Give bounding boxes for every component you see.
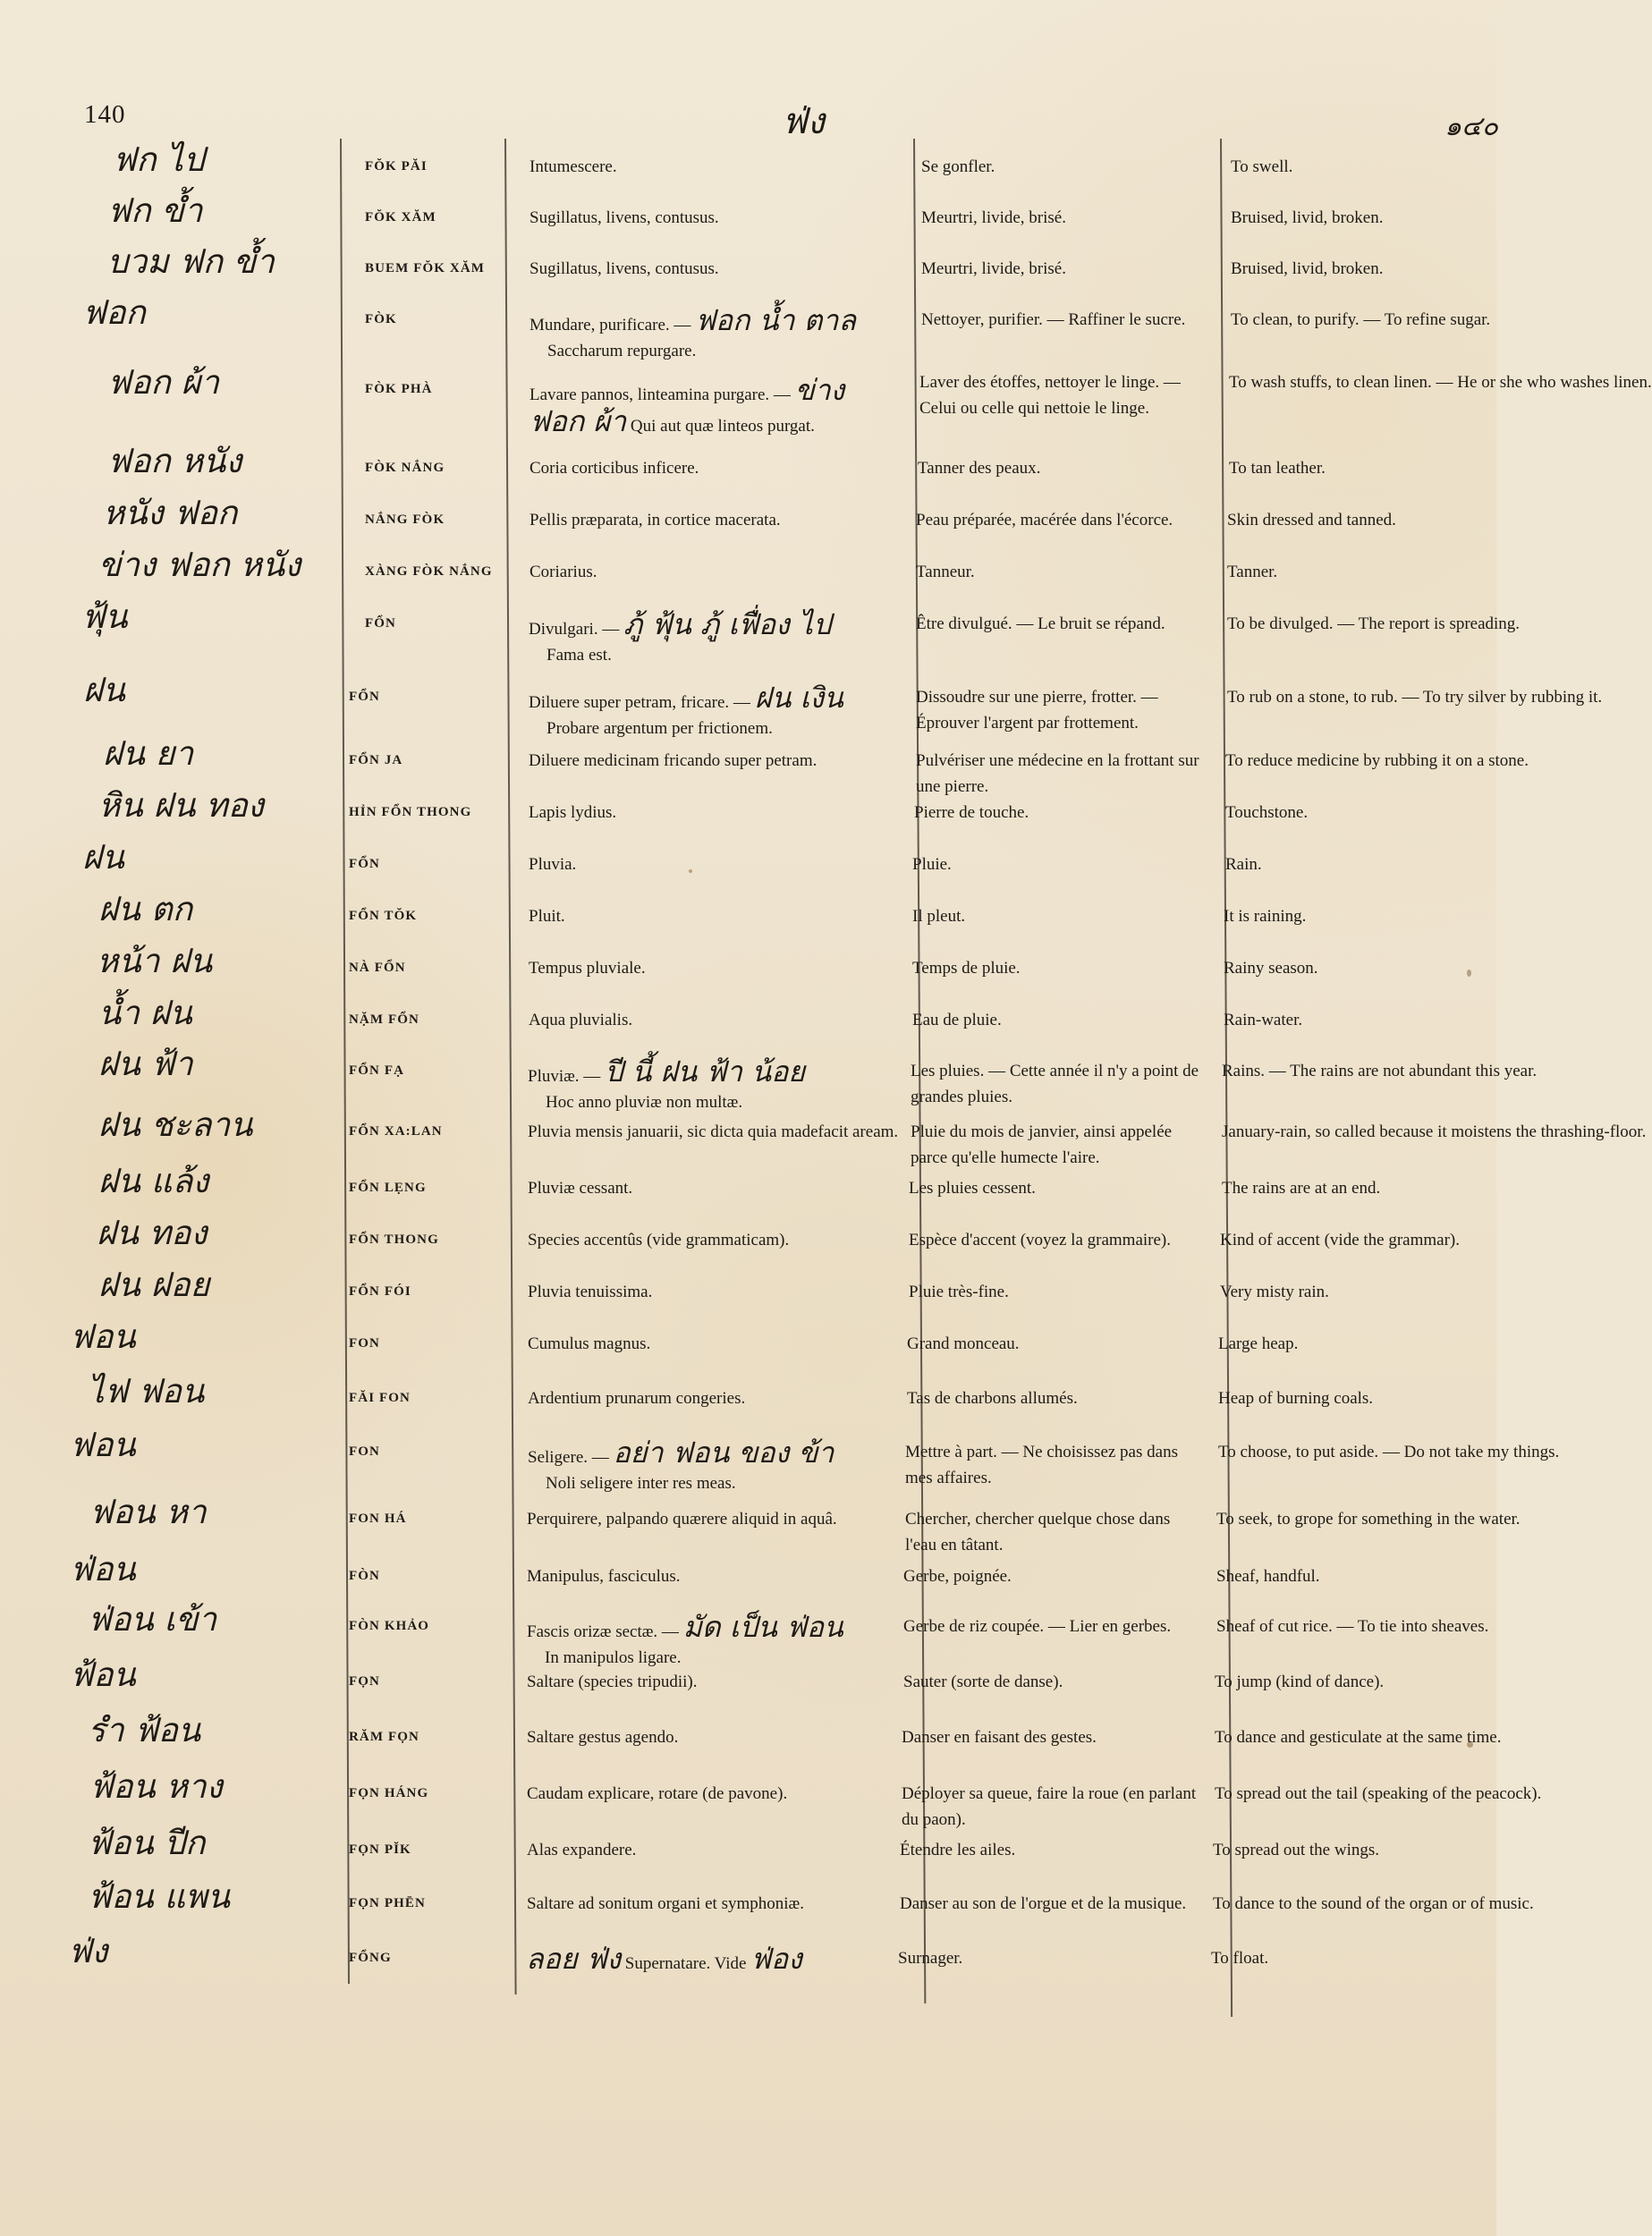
english-definition: Heap of burning coals.	[1218, 1389, 1374, 1408]
thai-headword: ฟก ข้ำ	[107, 191, 203, 230]
english-definition: To choose, to put aside. — Do not take my things.	[1218, 1443, 1560, 1461]
thai-headword: ไฟ ฟอน	[88, 1372, 205, 1410]
english-definition: To tan leather.	[1229, 459, 1326, 478]
french-definition: Pluie du mois de janvier, ainsi appelée parce qu'elle humecte l'aire.	[911, 1122, 1173, 1167]
latin-thai-example: ภู้ ฟุ้น ภู้ เฟื่อง ไป	[623, 607, 832, 641]
thai-headword: ข่าง ฟอก หนัง	[98, 546, 301, 584]
english-definition: Sheaf of cut rice. — To tie into sheaves.	[1216, 1617, 1489, 1636]
english-definition: Skin dressed and tanned.	[1227, 511, 1396, 529]
latin-text: Pluit.	[529, 907, 565, 926]
latin-text: Caudam explicare, rotare (de pavone).	[527, 1784, 788, 1803]
dictionary-entry	[0, 1656, 1496, 1713]
thai-headword: น้ำ ฝน	[98, 994, 192, 1032]
romanization: FỔN TŎK	[349, 909, 418, 923]
dictionary-entry	[0, 442, 1496, 499]
romanization: FON HÁ	[349, 1512, 407, 1526]
thai-headword: ฟ้อน แพน	[88, 1877, 231, 1916]
dictionary-entry	[0, 838, 1496, 895]
french-definition: Chercher, chercher quelque chose dans l'eau en tâtant.	[905, 1510, 1171, 1554]
romanization: FON	[349, 1444, 380, 1459]
french-definition: Mettre à part. — Ne choisissez pas dans mes affaires.	[905, 1443, 1178, 1487]
latin-definition	[528, 1279, 921, 1305]
english-definition: To swell.	[1231, 157, 1293, 176]
english-definition: The rains are at an end.	[1222, 1179, 1381, 1198]
dictionary-entry	[0, 1711, 1502, 1768]
latin-text: Pluviæ cessant.	[528, 1179, 633, 1198]
latin-continuation: Qui aut quæ linteos purgat.	[630, 417, 815, 436]
latin-thai-example: ข่าง	[794, 373, 845, 407]
dictionary-entry	[0, 1877, 1534, 1935]
dictionary-entry	[0, 1600, 1496, 1667]
english-definition: Touchstone.	[1225, 803, 1309, 822]
dictionary-entry	[0, 1105, 1647, 1167]
romanization: FỔN THONG	[349, 1232, 439, 1247]
romanization: NÀ FỔN	[349, 961, 406, 975]
french-definition: Peau préparée, macérée dans l'écorce.	[916, 511, 1173, 529]
latin-definition	[529, 955, 922, 981]
english-definition: Bruised, livid, broken.	[1231, 208, 1384, 227]
french-definition: Danser en faisant des gestes.	[902, 1728, 1097, 1747]
latin-continuation: Hoc anno pluviæ non multæ.	[546, 1093, 743, 1112]
romanization: FỌN	[349, 1674, 380, 1689]
latin-text: Supernatare. Vide	[621, 1954, 751, 1973]
latin-text: Saltare gestus agendo.	[527, 1728, 679, 1747]
thai-headword: รำ ฟ้อน	[88, 1711, 201, 1749]
dictionary-entry	[0, 890, 1496, 947]
english-definition: Rain-water.	[1224, 1011, 1303, 1029]
latin-text: Coria corticibus inficere.	[529, 459, 699, 478]
latin-thai-example: ปี นี้ ฝน ฟ้า น้อย	[605, 1054, 806, 1088]
thai-headword: ฝน ฝอย	[98, 1266, 210, 1304]
dictionary-entry	[0, 1550, 1496, 1607]
romanization: NẮNG FÒK	[365, 512, 445, 527]
latin-definition	[529, 559, 923, 585]
latin-text: Aqua pluvialis.	[529, 1011, 633, 1029]
french-definition: Déployer sa queue, faire la roue (en parlant du paon).	[902, 1784, 1197, 1829]
dictionary-entry	[0, 1372, 1496, 1429]
english-definition: Very misty rain.	[1220, 1283, 1329, 1301]
dictionary-entry	[0, 1493, 1521, 1554]
latin-text: Coriarius.	[529, 563, 597, 581]
romanization: FỔN XA:LAN	[349, 1124, 443, 1139]
dictionary-entry	[0, 1932, 1496, 1989]
thai-headword: ฟ่อน เข้า	[88, 1600, 217, 1639]
latin-definition	[529, 507, 923, 533]
french-definition: Danser au son de l'orgue et de la musique.	[900, 1894, 1187, 1913]
latin-definition	[527, 1669, 920, 1695]
french-definition: Gerbe, poignée.	[903, 1567, 1012, 1586]
latin-thai-example: ฝน เงิน	[754, 681, 843, 715]
romanization: FÒK	[365, 312, 397, 326]
french-definition: Se gonfler.	[921, 157, 995, 176]
latin-definition	[527, 1563, 920, 1589]
romanization: FĂI FON	[349, 1391, 411, 1405]
french-definition: Il pleut.	[912, 907, 966, 926]
french-definition: Temps de pluie.	[912, 959, 1021, 978]
romanization: HỈN FỔN THONG	[349, 805, 472, 819]
latin-definition	[526, 1942, 919, 1977]
latin-definition	[528, 1175, 921, 1201]
latin-text: Manipulus, fasciculus.	[527, 1567, 681, 1586]
latin-text: Lapis lydius.	[529, 803, 617, 822]
romanization: FỔN LẸNG	[349, 1181, 427, 1195]
dictionary-entry	[0, 242, 1496, 300]
french-definition: Pluie.	[912, 855, 952, 874]
dictionary-entry	[0, 1214, 1496, 1271]
latin-definition	[528, 1331, 921, 1357]
latin-text: Mundare, purificare. —	[529, 316, 691, 335]
dictionary-entry	[0, 1426, 1560, 1493]
latin-text: Pluvia mensis januarii, sic dicta quia madefacit aream.	[528, 1122, 899, 1141]
latin-text: Perquirere, palpando quærere aliquid in aquâ.	[527, 1510, 837, 1529]
dictionary-entry	[0, 1317, 1496, 1375]
latin-text: Sugillatus, livens, contusus.	[529, 259, 719, 278]
romanization: FỔN	[349, 690, 380, 704]
romanization: FỌN PĬK	[349, 1842, 411, 1857]
dictionary-entry	[0, 597, 1521, 665]
thai-headword: ฟ่ง	[68, 1932, 108, 1970]
dictionary-entry	[0, 363, 1652, 438]
french-definition: Sauter (sorte de danse).	[903, 1673, 1063, 1691]
dictionary-entry	[0, 191, 1496, 249]
french-definition: Eau de pluie.	[912, 1011, 1002, 1029]
thai-headword: ฝน ฟ้า	[98, 1045, 193, 1083]
thai-headword: หน้า ฝน	[97, 942, 213, 980]
romanization: FÒK PHÀ	[365, 382, 433, 396]
romanization: FỔN FẠ	[349, 1063, 405, 1078]
romanization: FÒN KHẢO	[349, 1619, 430, 1633]
page-number: 140	[84, 100, 126, 129]
english-definition: To wash stuffs, to clean linen. — He or she who washes linen.	[1229, 373, 1652, 392]
romanization: FỔN	[349, 857, 380, 871]
dictionary-entry	[0, 786, 1496, 843]
dictionary-entry	[0, 1266, 1496, 1323]
latin-text: Intumescere.	[529, 157, 617, 176]
english-definition: January-rain, so called because it moistens the thrashing-floor.	[1222, 1122, 1647, 1141]
romanization: FỔN FÓI	[349, 1284, 411, 1299]
latin-continuation: Saccharum repurgare.	[547, 342, 697, 360]
french-definition: Tanner des peaux.	[918, 459, 1041, 478]
romanization: FON	[349, 1336, 380, 1351]
french-definition: Nettoyer, purifier. — Raffiner le sucre.	[921, 310, 1186, 329]
english-definition: Rain.	[1225, 855, 1262, 874]
dictionary-entry	[0, 494, 1496, 551]
dictionary-entry	[0, 1162, 1496, 1219]
french-definition: Tanneur.	[916, 563, 975, 581]
thai-headword: ฝน แล้ง	[98, 1162, 209, 1200]
dictionary-entry	[0, 293, 1496, 360]
romanization: NẶM FỔN	[349, 1012, 419, 1027]
latin-text: Divulgari. —	[529, 620, 620, 639]
latin-definition	[528, 1436, 921, 1496]
thai-headword: ฝน ยา	[103, 734, 194, 773]
latin-definition	[527, 1724, 920, 1750]
latin-text: Saltare (species tripudii).	[527, 1673, 698, 1691]
english-definition: Bruised, livid, broken.	[1231, 259, 1384, 278]
thai-headword: ฟอน หา	[89, 1493, 207, 1531]
thai-headword: ฝน ตก	[98, 890, 193, 928]
romanization: FÒN	[349, 1569, 380, 1583]
french-definition: Être divulgué. — Le bruit se répand.	[916, 614, 1165, 633]
english-definition: To be divulged. — The report is spreading.	[1227, 614, 1521, 633]
latin-continuation: Fama est.	[546, 646, 612, 665]
english-definition: To spread out the wings.	[1213, 1841, 1380, 1859]
thai-headword: ฟก ไป	[113, 140, 205, 179]
latin-text: Diluere super petram, fricare. —	[529, 693, 750, 712]
romanization: RĂM FỌN	[349, 1730, 419, 1744]
french-definition: Grand monceau.	[907, 1334, 1020, 1353]
latin-thai-example: ฟอก ผ้า	[529, 404, 627, 438]
latin-definition	[529, 851, 922, 877]
latin-text: Species accentûs (vide grammaticam).	[528, 1231, 790, 1249]
latin-definition	[528, 1227, 921, 1253]
french-definition: Meurtri, livide, brisé.	[921, 208, 1066, 227]
thai-headword: ฟ้อน	[70, 1656, 136, 1694]
latin-definition	[527, 1506, 920, 1532]
latin-text: Pellis præparata, in cortice macerata.	[529, 511, 781, 529]
latin-text: Alas expandere.	[527, 1841, 637, 1859]
dictionary-entry	[0, 942, 1496, 999]
romanization: FỌN HÁNG	[349, 1786, 429, 1800]
running-head: ฟ่ง	[782, 101, 825, 142]
romanization: FÒK NẮNG	[365, 461, 445, 475]
latin-definition	[529, 903, 922, 929]
french-definition: Meurtri, livide, brisé.	[921, 259, 1066, 278]
romanization: BUEM FŎK XĂM	[365, 261, 486, 275]
thai-headword: ฟอน	[70, 1317, 136, 1356]
dictionary-entry	[0, 671, 1603, 738]
thai-headword: ฟอน	[70, 1426, 136, 1464]
latin-definition	[529, 748, 922, 774]
latin-definition	[529, 373, 923, 439]
latin-definition	[529, 1007, 922, 1033]
thai-headword: หิน ฝน ทอง	[98, 786, 264, 825]
romanization: FỌN PHĒN	[349, 1896, 426, 1910]
latin-thai-example: ลอย ฟ่ง	[526, 1942, 622, 1976]
latin-definition	[529, 800, 922, 826]
french-definition: Tas de charbons allumés.	[907, 1389, 1078, 1408]
thai-headword: ฝน ทอง	[97, 1214, 208, 1252]
dictionary-entry	[0, 1824, 1496, 1881]
latin-continuation: In manipulos ligare.	[545, 1648, 682, 1667]
english-definition: To dance and gesticulate at the same time.	[1215, 1728, 1502, 1747]
french-definition: Dissoudre sur une pierre, frotter. — Éprouver l'argent par frottement.	[916, 688, 1158, 733]
romanization: FỔN JA	[349, 753, 403, 767]
dictionary-entry	[0, 1045, 1538, 1112]
latin-text: Fascis orizæ sectæ. —	[527, 1622, 679, 1641]
english-definition: Large heap.	[1218, 1334, 1299, 1353]
latin-definition	[529, 303, 923, 364]
latin-thai-example: ฟอก น้ำ ตาล	[695, 303, 856, 337]
latin-definition	[529, 681, 922, 741]
latin-thai-example: อย่า ฟอน ของ ข้า	[613, 1436, 834, 1469]
latin-text: Seligere. —	[528, 1448, 609, 1467]
english-definition: To dance to the sound of the organ or of music.	[1213, 1894, 1534, 1913]
latin-text: Sugillatus, livens, contusus.	[529, 208, 719, 227]
dictionary-entry	[0, 546, 1496, 603]
english-definition: Rainy season.	[1224, 959, 1318, 978]
latin-definition	[527, 1781, 920, 1807]
dictionary-entry	[0, 1767, 1542, 1829]
romanization: FŎK PĂI	[365, 159, 428, 174]
latin-text: Pluvia tenuissima.	[528, 1283, 653, 1301]
romanization: FỔN	[365, 616, 396, 631]
thai-page-number: ๑๔๐	[1444, 111, 1498, 142]
french-definition: Pluie très-fine.	[909, 1283, 1009, 1301]
english-definition: To rub on a stone, to rub. — To try silver by rubbing it.	[1227, 688, 1603, 707]
latin-definition	[527, 1837, 920, 1863]
english-definition: Kind of accent (vide the grammar).	[1220, 1231, 1460, 1249]
english-definition: Sheaf, handful.	[1216, 1567, 1320, 1586]
thai-headword: ฟอก	[82, 293, 146, 332]
latin-text: Lavare pannos, linteamina purgare. —	[529, 385, 791, 404]
english-definition: It is raining.	[1224, 907, 1307, 926]
latin-text: Diluere medicinam fricando super petram.	[529, 751, 818, 770]
english-definition: To seek, to grope for something in the water.	[1216, 1510, 1521, 1529]
dictionary-entry	[0, 140, 1496, 198]
thai-headword: ฝน ชะลาน	[98, 1105, 253, 1144]
latin-text: Cumulus magnus.	[528, 1334, 651, 1353]
dictionary-entry	[0, 734, 1529, 796]
latin-text: Pluviæ. —	[528, 1067, 601, 1086]
thai-headword: ฟ่อน	[70, 1550, 136, 1588]
thai-headword: ฝน	[83, 671, 125, 709]
english-definition: To float.	[1211, 1949, 1269, 1968]
romanization: XÀNG FÒK NẮNG	[365, 564, 493, 579]
thai-headword: ฟ้อน หาง	[89, 1767, 223, 1806]
latin-text: Ardentium prunarum congeries.	[528, 1389, 746, 1408]
thai-headword: ฟ้อน ปีก	[88, 1824, 206, 1862]
french-definition: Pierre de touche.	[914, 803, 1029, 822]
french-definition: Pulvériser une médecine en la frottant sur une pierre.	[916, 751, 1199, 796]
english-definition: To spread out the tail (speaking of the peacock).	[1215, 1784, 1542, 1803]
latin-thai-reference: ฟ่อง	[750, 1942, 802, 1976]
french-definition: Gerbe de riz coupée. — Lier en gerbes.	[903, 1617, 1172, 1636]
latin-definition	[528, 1385, 921, 1411]
thai-headword: หนัง ฟอก	[103, 494, 238, 532]
latin-definition	[529, 205, 923, 231]
latin-definition	[529, 607, 922, 668]
latin-definition	[529, 256, 923, 282]
romanization: FỔNG	[349, 1951, 392, 1965]
thai-headword: ฟอก ผ้า	[107, 363, 220, 402]
latin-definition	[529, 455, 923, 481]
latin-text: Saltare ad sonitum organi et symphoniæ.	[527, 1894, 804, 1913]
latin-continuation: Noli seligere inter res meas.	[546, 1474, 736, 1493]
latin-text: Pluvia.	[529, 855, 577, 874]
latin-definition	[527, 1891, 920, 1917]
french-definition: Étendre les ailes.	[900, 1841, 1016, 1859]
french-definition: Les pluies cessent.	[909, 1179, 1036, 1198]
romanization: FŎK XĂM	[365, 210, 436, 224]
thai-headword: ฝน	[82, 838, 124, 877]
french-definition: Surnager.	[898, 1949, 963, 1968]
latin-continuation: Probare argentum per frictionem.	[546, 719, 773, 738]
dictionary-entry	[0, 994, 1496, 1051]
thai-headword: บวม ฟก ข้ำ	[107, 242, 275, 281]
latin-definition	[528, 1119, 921, 1145]
english-definition: To clean, to purify. — To refine sugar.	[1231, 310, 1491, 329]
english-definition: To reduce medicine by rubbing it on a stone.	[1225, 751, 1529, 770]
thai-headword: ฟุ้น	[81, 597, 128, 636]
latin-definition	[529, 154, 923, 180]
french-definition: Laver des étoffes, nettoyer le linge. — Celui ou celle qui nettoie le linge.	[919, 373, 1181, 418]
english-definition: To jump (kind of dance).	[1215, 1673, 1385, 1691]
thai-headword: ฟอก หนัง	[107, 442, 242, 480]
latin-text: Tempus pluviale.	[529, 959, 646, 978]
french-definition: Les pluies. — Cette année il n'y a point de grandes pluies.	[911, 1062, 1199, 1106]
french-definition: Espèce d'accent (voyez la grammaire).	[909, 1231, 1172, 1249]
english-definition: Tanner.	[1227, 563, 1278, 581]
latin-thai-example: มัด เป็น ฟ่อน	[682, 1610, 843, 1644]
english-definition: Rains. — The rains are not abundant this year.	[1222, 1062, 1538, 1080]
